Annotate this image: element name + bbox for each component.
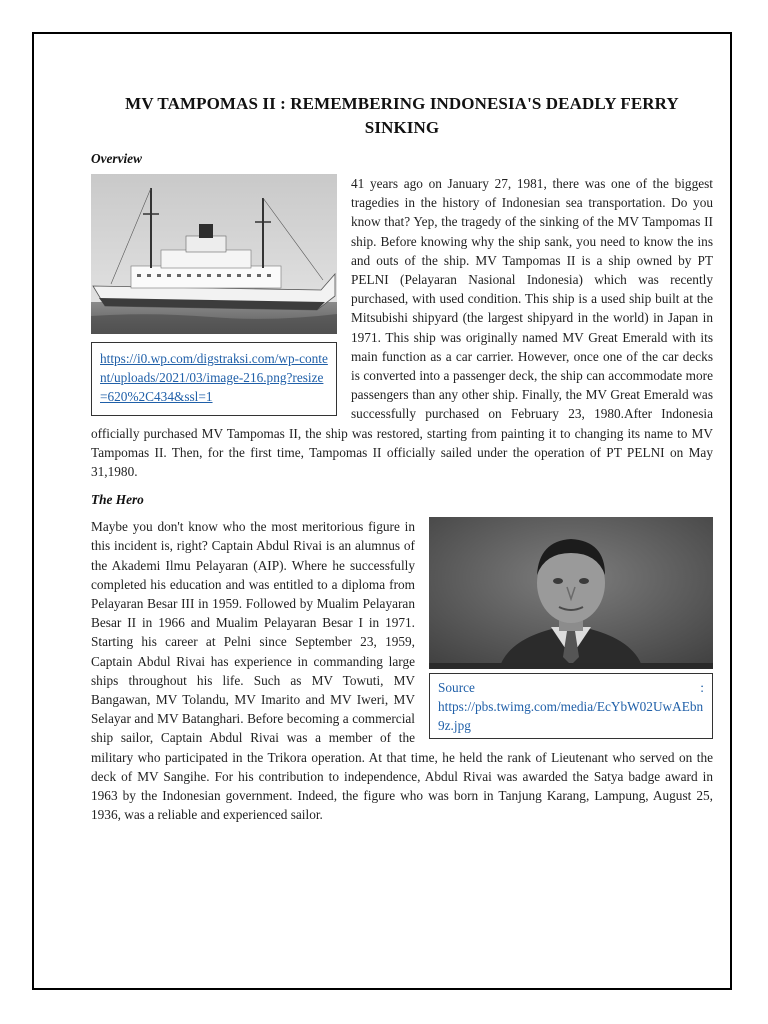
ship-photo: [91, 174, 337, 334]
page-content: [91, 92, 713, 825]
captain-photo-caption: [429, 673, 713, 739]
overview-text: 41 years ago on January 27, 1981, there was one of the biggest tragedies in the history of Indonesian sea transportation. Do you know that? Yep, the tragedy of the sinking of the MV Tampomas II ship. Before knowing why the ship sank, you need to know the ins and outs of the ship. MV Tampomas II is a ship owned by PT PELNI (Pelayaran Nasional Indonesia) which was recently purchased, with used condition. This ship is a used ship built at the Mitsubishi shipyard (the largest shipyard in the world) in Japan in 1971. This ship was originally named MV Great Emerald with its main function as a car carrier. However, once one of the car decks is converted into a passenger deck, the ship can accommodate more passengers than any other ship. Finally, the MV Great Emerald was successfully purchased on February 23, 1980.After Indonesia officially purchased MV Tampomas II, the ship was restored, starting from painting it to changing its name to MV Tampomas II. Then, for the first time, Tampomas II officially sailed under the operation of PT PELNI on May 31,1980.: [91, 176, 713, 480]
hero-text: Maybe you don't know who the most meritorious figure in this incident is, right? Captain Abdul Rivai is an alumnus of the Akademi Ilmu Pelayaran (AIP). Where he successfully completed his education and was entitled to a diploma from Pelayaran Besar III in 1959. Followed by Mualim Pelayaran Besar II in 1966 and Mualim Pelayaran Besar I in 1971. Starting his career at Pelni since September 23, 1959, Captain Abdul Rivai has experience in commanding large ships throughout his life. Such as MV Towuti, MV Bangawan, MV Tolandu, MV Imarito and MV Iweri, MV Selayar and MV Batanghari. Before becoming a commercial ship sailor, Captain Abdul Rivai was a member of the military who participated in the Trikora operation. At that time, he held the rank of Lieutenant who served on the deck of MV Sangihe. For his contribution to independence, Abdul Rivai was awarded the Satya badge award in 1963 by the Indonesian government. Indeed, the figure who was born in Tanjung Karang, Lampung, August 25, 1936, was a reliable and experienced sailor.: [91, 519, 713, 823]
hero-heading: The Hero: [91, 492, 144, 508]
captain-figure: [429, 517, 713, 739]
ship-figure: [91, 174, 337, 416]
captain-photo: [429, 517, 713, 669]
overview-heading: Overview: [91, 151, 142, 166]
captain-photo-source-link[interactable]: https://pbs.twimg.com/media/EcYbW02UwAEbn9z.jpg: [438, 699, 704, 734]
document-page: [32, 32, 732, 990]
caption-source-label: Source: [438, 680, 475, 696]
ship-photo-caption: [91, 342, 337, 416]
page-title: MV TAMPOMAS II : REMEMBERING INDONESIA'S DEADLY FERRY SINKING: [125, 94, 679, 137]
ship-photo-source-link[interactable]: https://i0.wp.com/digstraksi.com/wp-content/uploads/2021/03/image-216.png?resize=620%2C434&ssl=1: [100, 351, 328, 404]
caption-colon: :: [700, 680, 704, 696]
